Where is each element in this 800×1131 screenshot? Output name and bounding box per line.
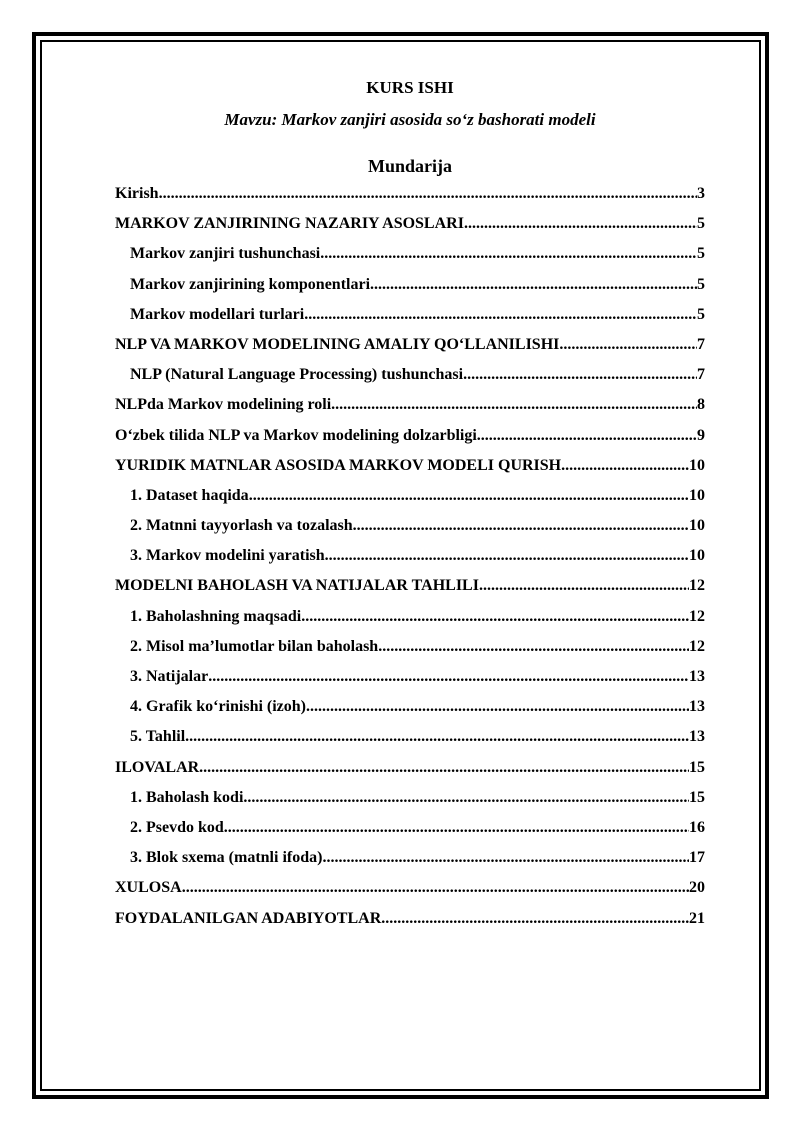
toc-entry[interactable] (115, 873, 705, 903)
toc-entry-title: NLP (Natural Language Processing) tushunchasi (130, 366, 464, 384)
toc-leader-dots (185, 722, 689, 752)
toc-entry-page: 10 (689, 547, 705, 565)
toc-entry-page: 9 (697, 426, 705, 444)
toc-entry-title: 3. Markov modelini yaratish (130, 547, 325, 565)
toc-entry-title: 4. Grafik ko‘rinishi (izoh) (130, 698, 307, 716)
toc-entry-title: FOYDALANILGAN ADABIYOTLAR (115, 909, 382, 927)
toc-entry-page: 13 (689, 668, 705, 685)
toc-leader-dots (249, 481, 689, 511)
toc-leader-dots (463, 360, 697, 390)
toc-leader-dots (322, 843, 689, 873)
toc-entry[interactable] (115, 209, 705, 239)
toc-heading: Mundarija (367, 156, 452, 176)
toc-entry[interactable] (115, 451, 705, 481)
toc-entry-title: 3. Natijalar (130, 668, 209, 685)
toc-entry-title: 1. Baholashning maqsadi (130, 607, 302, 625)
toc-leader-dots (381, 904, 689, 934)
toc-entry[interactable] (115, 511, 705, 541)
toc-entry[interactable] (115, 270, 705, 300)
toc-entry-page: 16 (689, 818, 705, 836)
toc-entry[interactable] (115, 843, 705, 873)
toc-entry-page: 10 (689, 456, 705, 474)
toc-entry[interactable] (115, 421, 705, 451)
toc-leader-dots (378, 632, 689, 662)
toc-leader-dots (370, 270, 697, 300)
toc-entry-page: 15 (689, 758, 705, 776)
toc-entry-title: 1. Dataset haqida (130, 486, 249, 504)
toc-entry[interactable] (115, 179, 705, 209)
toc-entry-title: 2. Misol ma’lumotlar bilan baholash (130, 637, 379, 655)
toc-entry[interactable] (115, 481, 705, 511)
toc-entry[interactable] (115, 541, 705, 571)
table-of-contents (115, 179, 705, 934)
toc-entry-title: ILOVALAR (115, 758, 200, 776)
toc-entry-page: 5 (697, 245, 705, 263)
toc-entry-title: Markov zanjirining komponentlari (130, 275, 371, 293)
toc-entry[interactable] (115, 602, 705, 632)
toc-entry-page: 12 (689, 577, 705, 595)
toc-leader-dots (559, 330, 697, 360)
toc-leader-dots (479, 571, 689, 601)
toc-entry-page: 5 (697, 275, 705, 293)
toc-entry-page: 3 (697, 185, 705, 202)
document-title: KURS ISHI (366, 78, 454, 97)
toc-entry-title: O‘zbek tilida NLP va Markov modelining dolzarbligi (115, 426, 477, 444)
toc-entry-title: 2. Psevdo kod (130, 818, 224, 836)
toc-entry[interactable] (115, 813, 705, 843)
toc-entry-page: 5 (697, 305, 705, 323)
document-subtitle: Mavzu: Markov zanjiri asosida so‘z bashorati modeli (224, 110, 596, 129)
toc-entry-title: NLPda Markov modelining roli (115, 396, 332, 414)
page-content (115, 73, 705, 934)
toc-leader-dots (325, 541, 689, 571)
toc-leader-dots (306, 692, 689, 722)
toc-entry[interactable] (115, 722, 705, 752)
toc-entry[interactable] (115, 753, 705, 783)
toc-entry-page: 21 (689, 909, 705, 927)
toc-leader-dots (464, 209, 697, 239)
toc-entry-page: 8 (697, 396, 705, 414)
toc-leader-dots (208, 662, 689, 692)
toc-leader-dots (301, 602, 689, 632)
toc-entry-title: Markov zanjiri tushunchasi (130, 245, 321, 263)
toc-entry-title: Markov modellari turlari (130, 305, 305, 323)
toc-entry-title: 2. Matnni tayyorlash va tozalash (130, 517, 353, 535)
toc-entry[interactable] (115, 300, 705, 330)
toc-entry[interactable] (115, 330, 705, 360)
toc-leader-dots (331, 390, 697, 420)
toc-entry-page: 10 (689, 517, 705, 535)
toc-entry-title: 5. Tahlil (130, 728, 186, 746)
toc-entry-title: 1. Baholash kodi (130, 788, 244, 806)
toc-leader-dots (159, 179, 697, 209)
toc-entry-page: 13 (689, 728, 705, 746)
toc-entry-page: 17 (689, 849, 705, 867)
toc-entry-title: YURIDIK MATNLAR ASOSIDA MARKOV MODELI QURISH (115, 456, 562, 474)
toc-leader-dots (224, 813, 689, 843)
toc-entry-page: 10 (689, 486, 705, 504)
toc-leader-dots (182, 873, 689, 903)
toc-entry-title: MODELNI BAHOLASH VA NATIJALAR TAHLILI (115, 577, 479, 595)
toc-entry-page: 15 (689, 788, 705, 806)
toc-entry[interactable] (115, 662, 705, 692)
toc-entry[interactable] (115, 360, 705, 390)
toc-entry[interactable] (115, 904, 705, 934)
toc-entry-page: 20 (689, 879, 705, 897)
toc-leader-dots (353, 511, 689, 541)
toc-entry-page: 12 (689, 637, 705, 655)
toc-entry-page: 12 (689, 607, 705, 625)
toc-leader-dots (199, 753, 689, 783)
toc-leader-dots (561, 451, 689, 481)
toc-entry-page: 5 (697, 215, 705, 233)
toc-entry-title: NLP VA MARKOV MODELINING AMALIY QO‘LLANILISHI (115, 335, 560, 353)
toc-entry-title: Kirish (115, 185, 159, 202)
toc-entry-title: MARKOV ZANJIRINING NAZARIY ASOSLARI (115, 215, 464, 233)
toc-leader-dots (320, 239, 697, 269)
toc-entry-page: 7 (697, 335, 705, 353)
toc-entry[interactable] (115, 390, 705, 420)
toc-entry[interactable] (115, 632, 705, 662)
toc-leader-dots (243, 783, 689, 813)
toc-leader-dots (477, 421, 697, 451)
toc-entry[interactable] (115, 571, 705, 601)
toc-leader-dots (304, 300, 697, 330)
toc-entry-page: 13 (689, 698, 705, 716)
toc-entry[interactable] (115, 692, 705, 722)
toc-entry[interactable] (115, 783, 705, 813)
toc-entry[interactable] (115, 239, 705, 269)
toc-entry-page: 7 (697, 366, 705, 384)
toc-entry-title: XULOSA (115, 879, 182, 897)
toc-entry-title: 3. Blok sxema (matnli ifoda) (130, 849, 323, 867)
